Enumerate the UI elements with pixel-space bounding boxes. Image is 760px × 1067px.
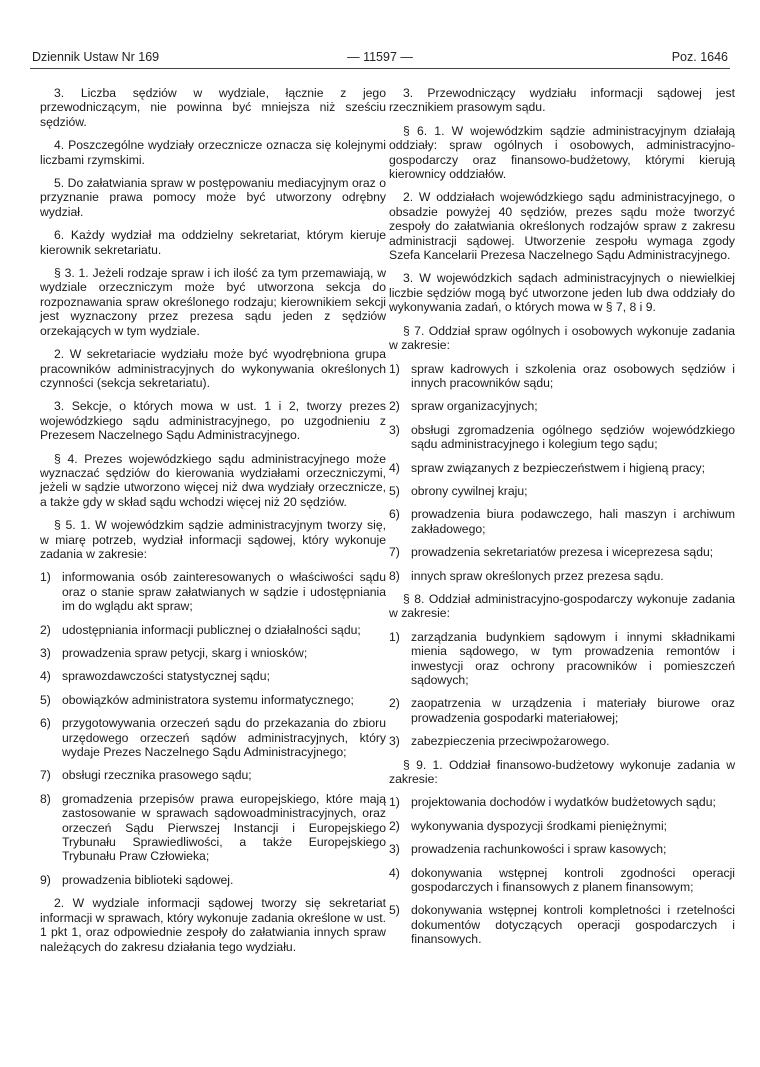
list-item-number: 6)	[40, 716, 51, 731]
list-item	[389, 569, 735, 583]
list-item-number: 1)	[389, 629, 400, 644]
list-item-number: 5)	[389, 483, 400, 498]
list-item-text: prowadzenia biura podawczego, hali maszyn i archiwum zakładowego;	[411, 507, 735, 536]
list-item-text: prowadzenia biblioteki sądowej.	[62, 872, 234, 887]
list-item-text: informowania osób zainteresowanych o właściwości sądu oraz o stanie spraw załatwianych w sądzie i udostępniania im do wglądu akt spraw;	[62, 570, 386, 614]
paragraph: 2. W oddziałach wojewódzkiego sądu administracyjnego, o obsadzie powyżej 40 sędziów, prezes sądu może tworzyć zespoły do załatwiania określonych rodzajów spraw z zakresu administracji sądowej. Utworzenie zespołu wymaga zgody Szefa Kancelarii Prezesa Naczelnego Sądu Administracyjnego.	[389, 190, 735, 263]
paragraph: § 3. 1. Jeżeli rodzaje spraw i ich ilość za tym przemawiają, w wydziale orzeczniczym może być utworzona sekcja do rozpoznawania spraw określonego rodzaju; kierownikiem sekcji jest wyznaczony przez prezesa sądu jeden z sędziów orzekających w tym wydziale.	[40, 266, 386, 338]
list-item	[40, 623, 386, 637]
list-item	[40, 768, 386, 782]
list-item-number: 8)	[40, 791, 51, 806]
list-item-number: 1)	[389, 361, 400, 376]
list-item	[389, 399, 735, 413]
list-item-text: spraw organizacyjnych;	[411, 399, 538, 414]
list-item-number: 3)	[40, 646, 51, 660]
list-item-text: dokonywania wstępnej kontroli kompletności i rzetelności dokumentów dotyczących operacji gospodarczych i finansowych.	[411, 903, 735, 947]
paragraph: 6. Każdy wydział ma oddzielny sekretariat, którym kieruje kierownik sekretariatu.	[40, 228, 386, 257]
paragraph: 2. W wydziale informacji sądowej tworzy się sekretariat informacji w sprawach, który wykonuje zadania określone w ust. 1 pkt 1, oraz odpowiednie zespoły do załatwiania innych spraw należących do zakresu działania tego wydziału.	[40, 896, 386, 954]
list-item	[40, 570, 386, 613]
list-item-number: 7)	[389, 545, 400, 560]
list-item-number: 9)	[40, 872, 51, 887]
list-item-text: innych spraw określonych przez prezesa sądu.	[411, 568, 664, 583]
list-item-number: 4)	[389, 865, 400, 880]
list-item-number: 3)	[389, 422, 400, 437]
list-item	[389, 545, 735, 559]
list-item-text: obrony cywilnej kraju;	[411, 483, 528, 498]
list-item-number: 4)	[389, 460, 400, 475]
list-item-number: 1)	[40, 570, 51, 585]
list-item-number: 2)	[40, 622, 51, 637]
list-item-number: 7)	[40, 768, 51, 783]
list-item-text: zaopatrzenia w urządzenia i materiały biurowe oraz prowadzenia gospodarki materiałowej;	[411, 696, 735, 725]
list-item	[389, 461, 735, 475]
list-item-number: 2)	[389, 399, 400, 414]
position-number: Poz. 1646	[671, 50, 728, 64]
list-item-text: obsługi rzecznika prasowego sądu;	[62, 768, 252, 783]
journal-title: Dziennik Ustaw Nr 169	[32, 50, 160, 64]
list-item-text: spraw kadrowych i szkolenia oraz osobowych sędziów i innych pracowników sądu;	[411, 361, 735, 390]
list-item	[40, 646, 386, 660]
list-item-number: 3)	[389, 734, 400, 749]
paragraph: § 9. 1. Oddział finansowo-budżetowy wykonuje zadania w zakresie:	[389, 757, 735, 787]
paragraph: § 7. Oddział spraw ogólnych i osobowych wykonuje zadania w zakresie:	[389, 323, 735, 353]
list-item	[40, 669, 386, 683]
paragraph: § 4. Prezes wojewódzkiego sądu administracyjnego może wyznaczać sędziów do kierowania wydziałami orzeczniczymi, jeżeli w sądzie utworzono więcej niż dwa wydziały orzecznicze, a także gdy w skład sądu wchodzi więcej niż 20 sędziów.	[40, 451, 386, 509]
list-item-text: obowiązków administratora systemu informatycznego;	[62, 692, 354, 707]
list-item-number: 2)	[389, 818, 400, 833]
paragraph: 2. W sekretariacie wydziału może być wyodrębniona grupa pracowników administracyjnych do wykonywania określonych czynności (sekcja sekretariatu).	[40, 347, 386, 390]
list-item	[389, 734, 735, 748]
list-item	[40, 716, 386, 759]
list-item-number: 8)	[389, 568, 400, 583]
list-item-text: prowadzenia sekretariatów prezesa i wiceprezesa sądu;	[411, 545, 714, 560]
list-item	[389, 423, 735, 452]
list-item	[389, 484, 735, 498]
list-item-text: zarządzania budynkiem sądowym i innymi składnikami mienia sądowego, w tym prowadzenia remontów i inwestycji oraz ochrony pracowników i pomieszczeń sądowych;	[411, 629, 735, 687]
list-item-text: prowadzenia rachunkowości i spraw kasowych;	[411, 842, 667, 857]
list-item-text: wykonywania dyspozycji środkami pieniężnymi;	[411, 818, 668, 833]
list-item	[40, 792, 386, 864]
list-item	[389, 795, 735, 809]
list-item	[389, 507, 735, 536]
paragraph: § 8. Oddział administracyjno-gospodarczy wykonuje zadania w zakresie:	[389, 591, 735, 621]
paragraph: 5. Do załatwiania spraw w postępowaniu mediacyjnym oraz o przyznanie prawa pomocy może być utworzony odrębny wydział.	[40, 176, 386, 219]
list-item-text: dokonywania wstępnej kontroli zgodności operacji gospodarczych i finansowych z planem finansowym;	[411, 865, 735, 895]
paragraph: 4. Poszczególne wydziały orzecznicze oznacza się kolejnymi liczbami rzymskimi.	[40, 138, 386, 167]
page-header	[30, 50, 730, 69]
paragraph: § 6. 1. W wojewódzkim sądzie administracyjnym działają oddziały: spraw ogólnych i osobowych, administracyjno-gospodarczy oraz finansowo-budżetowy, którymi kierują kierownicy oddziałów.	[389, 123, 735, 182]
list-item-number: 5)	[40, 692, 51, 707]
list-item	[389, 362, 735, 391]
list-item-number: 1)	[389, 795, 400, 810]
list-item	[389, 819, 735, 833]
list-item-text: gromadzenia przepisów prawa europejskiego, które mają zastosowanie w sprawach sądowoadministracyjnych, oraz orzeczeń Sądu Pierwszej Instancji i Europejskiego Trybunału Sprawiedliwości, a także Europejskiego Trybunału Praw Człowieka;	[62, 791, 386, 864]
list-item-text: obsługi zgromadzenia ogólnego sędziów wojewódzkiego sądu administracyjnego i kolegium tego sądu;	[411, 422, 735, 452]
list-item-number: 2)	[389, 696, 400, 711]
list-item-text: udostępniania informacji publicznej o działalności sądu;	[62, 622, 361, 637]
list-item-text: spraw związanych z bezpieczeństwem i higieną pracy;	[411, 460, 705, 475]
list-item-text: zabezpieczenia przeciwpożarowego.	[411, 734, 610, 749]
list-item	[389, 903, 735, 946]
list-item-number: 6)	[389, 507, 400, 522]
list-item-number: 4)	[40, 669, 51, 684]
page-number: — 11597 —	[347, 50, 413, 64]
paragraph: 3. Przewodniczący wydziału informacji sądowej jest rzecznikiem prasowym sądu.	[389, 86, 735, 115]
list-item-text: sprawozdawczości statystycznej sądu;	[62, 669, 270, 684]
list-item	[389, 630, 735, 688]
list-item	[40, 693, 386, 707]
paragraph: 3. Sekcje, o których mowa w ust. 1 i 2, tworzy prezes wojewódzkiego sądu administracyjnego, po uzgodnieniu z Prezesem Naczelnego Sądu Administracyjnego.	[40, 399, 386, 443]
list-item	[40, 873, 386, 887]
list-item	[389, 842, 735, 856]
list-item-number: 5)	[389, 903, 400, 918]
paragraph: § 5. 1. W wojewódzkim sądzie administracyjnym tworzy się, w miarę potrzeb, wydział informacji sądowej, który wykonuje zadania w zakresie:	[40, 518, 386, 561]
list-item	[389, 866, 735, 895]
right-column	[389, 86, 735, 956]
paragraph: 3. W wojewódzkich sądach administracyjnych o niewielkiej liczbie sędziów mogą być utworzone jeden lub dwa oddziały do wykonywania zadań, o których mowa w § 7, 8 i 9.	[389, 271, 735, 315]
list-item-text: przygotowywania orzeczeń sądu do przekazania do zbioru urzędowego orzeczeń sądów administracyjnych, który wydaje Prezes Naczelnego Sądu Administracyjnego;	[62, 716, 386, 760]
list-item-text: prowadzenia spraw petycji, skarg i wniosków;	[62, 646, 308, 660]
list-item	[389, 696, 735, 725]
paragraph: 3. Liczba sędziów w wydziale, łącznie z jego przewodniczącym, nie powinna być mniejsza niż sześciu sędziów.	[40, 86, 386, 129]
list-item-number: 3)	[389, 842, 400, 857]
left-column	[40, 86, 386, 963]
list-item-text: projektowania dochodów i wydatków budżetowych sądu;	[411, 795, 716, 810]
